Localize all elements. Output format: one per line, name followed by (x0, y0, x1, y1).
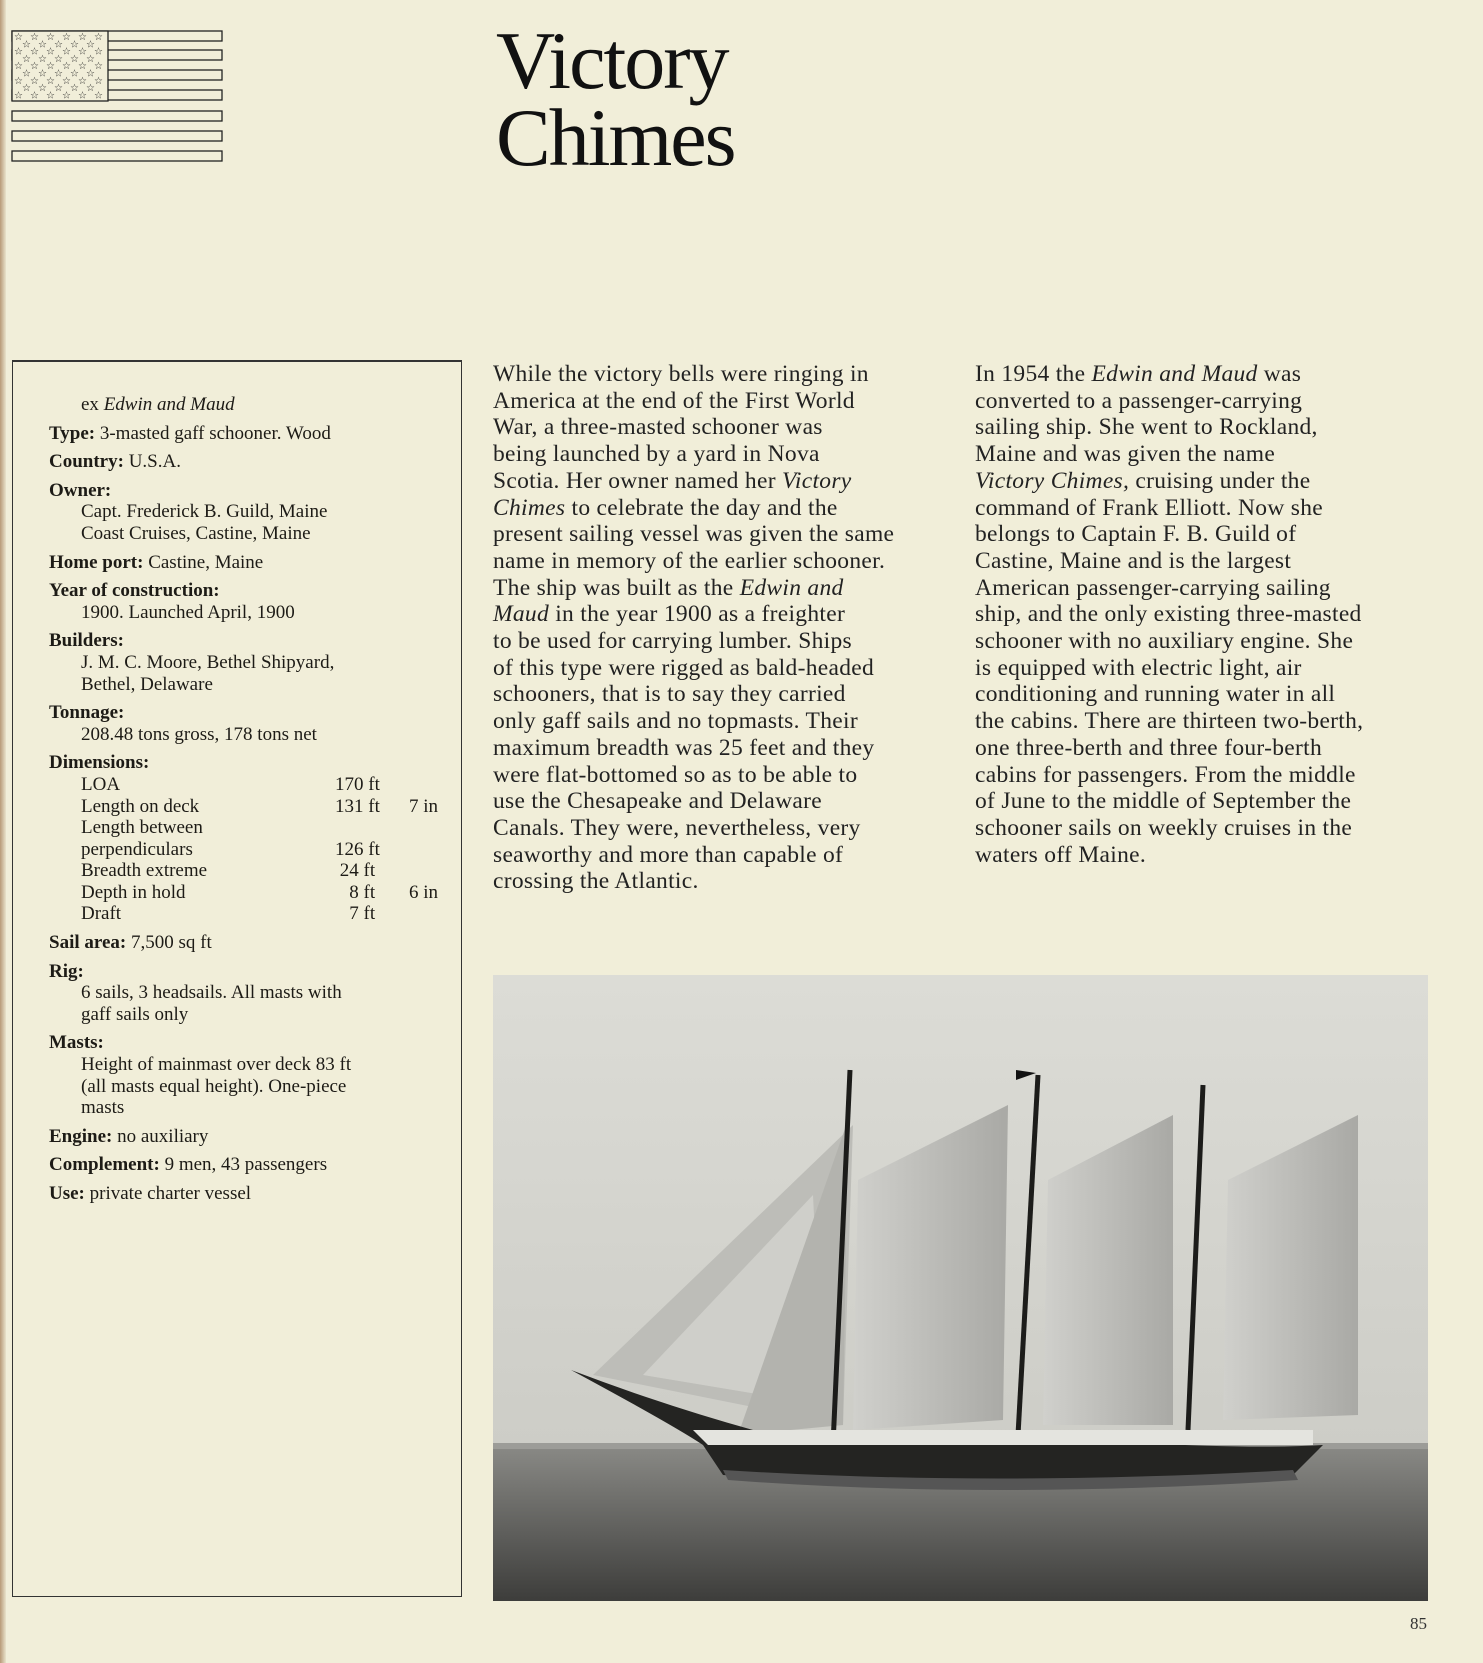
star-icon: ☆ (38, 53, 47, 65)
star-icon: ☆ (54, 53, 63, 65)
book-spine-edge (0, 0, 6, 1663)
text-line: one three-berth and three four-berth (975, 734, 1322, 761)
text-line: the cabins. There are thirteen two-berth, (975, 708, 1364, 735)
star-icon: ☆ (94, 46, 103, 58)
star-icon: ☆ (86, 68, 95, 80)
star-icon: ☆ (30, 46, 39, 58)
title-line-1: Victory (496, 15, 728, 106)
dimension-row: LOA 170 ft (81, 773, 380, 795)
text-line: While the victory bells were ringing in (493, 361, 869, 387)
text-line: In 1954 the Edwin and Maud was (975, 361, 1302, 387)
star-icon: ☆ (78, 90, 87, 102)
fact-sail-area: Sail area: 7,500 sq ft (49, 932, 212, 954)
text-line: present sailing vessel was given the same (493, 521, 895, 548)
fact-rig: Rig: 6 sails, 3 headsails. All masts with gaff sails only (49, 960, 342, 1025)
fact-tonnage: Tonnage: 208.48 tons gross, 178 tons net (49, 702, 317, 745)
text-line: schooner with no auxiliary engine. She (975, 628, 1354, 655)
dimension-row: Length between (81, 817, 203, 839)
text-line: only gaff sails and no topmasts. Their (493, 708, 858, 735)
text-line: name in memory of the earlier schooner. (493, 547, 886, 574)
fact-use: Use: private charter vessel (49, 1183, 252, 1204)
star-icon: ☆ (46, 90, 55, 102)
body-text-column-1 (493, 361, 894, 895)
fact-year: Year of construction: 1900. Launched April, 1900 (49, 580, 295, 623)
dimension-row: Length on deck 131 ft 7 in (81, 795, 439, 817)
fact-masts: Masts: Height of mainmast over deck 83 ft (all masts equal height). One-piece masts (49, 1032, 352, 1119)
fact-home-port: Home port: Castine, Maine (49, 551, 264, 573)
text-line: sailing ship. She went to Rockland, (975, 414, 1318, 441)
star-icon: ☆ (54, 83, 63, 95)
text-line: being launched by a yard in Nova (493, 441, 820, 468)
dimension-row: Draft 7 ft (81, 903, 376, 925)
star-icon: ☆ (14, 46, 23, 58)
text-line: schooner sails on weekly cruises in the (975, 814, 1353, 841)
text-line: Maine and was given the name (975, 441, 1276, 468)
title-line-2: Chimes (496, 92, 735, 183)
fact-builders: Builders: J. M. C. Moore, Bethel Shipyard, Bethel, Delaware (49, 630, 335, 695)
star-icon: ☆ (14, 75, 23, 87)
star-icon: ☆ (86, 53, 95, 65)
star-icon: ☆ (94, 90, 103, 102)
text-line: is equipped with electric light, air (975, 654, 1302, 681)
text-line: War, a three-masted schooner was (493, 414, 823, 441)
star-icon: ☆ (94, 61, 103, 73)
star-icon: ☆ (62, 90, 71, 102)
page-title (496, 15, 735, 183)
text-line: schooners, that is to say they carried (493, 681, 846, 708)
dimension-row: Depth in hold 8 ft 6 in (81, 881, 439, 903)
star-icon: ☆ (22, 39, 31, 51)
text-line: seaworthy and more than capable of (493, 841, 844, 868)
star-icon: ☆ (94, 32, 103, 43)
star-icon: ☆ (30, 90, 39, 102)
text-line: America at the end of the First World (493, 387, 855, 414)
us-flag-icon (11, 30, 224, 164)
star-icon: ☆ (70, 68, 79, 80)
star-icon: ☆ (54, 68, 63, 80)
fact-engine: Engine: no auxiliary (49, 1125, 209, 1147)
text-line: Victory Chimes, cruising under the (975, 467, 1311, 494)
star-icon: ☆ (30, 75, 39, 87)
text-line: ship, and the only existing three-masted (975, 601, 1362, 628)
text-line: maximum breadth was 25 feet and they (493, 734, 875, 761)
star-icon: ☆ (38, 68, 47, 80)
text-line: to be used for carrying lumber. Ships (493, 628, 852, 655)
star-icon: ☆ (14, 32, 23, 43)
star-icon: ☆ (94, 75, 103, 87)
star-icon: ☆ (38, 83, 47, 95)
star-icon: ☆ (86, 83, 95, 95)
star-icon: ☆ (70, 39, 79, 51)
star-icon: ☆ (38, 39, 47, 51)
fact-complement: Complement: 9 men, 43 passengers (49, 1154, 328, 1176)
star-icon: ☆ (22, 83, 31, 95)
text-line: of June to the middle of September the (975, 788, 1352, 815)
text-line: waters off Maine. (975, 841, 1147, 868)
star-icon: ☆ (54, 39, 63, 51)
text-line: command of Frank Elliott. Now she (975, 494, 1323, 521)
text-line: crossing the Atlantic. (493, 868, 699, 895)
star-icon: ☆ (22, 68, 31, 80)
text-line: converted to a passenger-carrying (975, 387, 1303, 414)
text-line: use the Chesapeake and Delaware (493, 788, 823, 815)
fact-type: Type: 3-masted gaff schooner. Wood (49, 422, 331, 444)
text-line: The ship was built as the Edwin and (493, 574, 844, 601)
ship-fact-box (12, 360, 462, 1597)
star-icon: ☆ (78, 61, 87, 73)
star-icon: ☆ (46, 32, 55, 43)
star-icon: ☆ (62, 61, 71, 73)
dimension-row: perpendiculars 126 ft (81, 838, 380, 860)
star-icon: ☆ (62, 46, 71, 58)
star-icon: ☆ (70, 53, 79, 65)
star-icon: ☆ (78, 75, 87, 87)
star-icon: ☆ (46, 75, 55, 87)
page-number: 85 (1410, 1614, 1427, 1633)
star-icon: ☆ (14, 90, 23, 102)
text-line: Chimes to celebrate the day and the (493, 494, 838, 521)
fact-dimensions: Dimensions: LOA 170 ft Length on deck 131 ft 7 in Length between perpendiculars 126 ft Breadth extreme 24 ft Depth in hold 8 ft 6 in Draft 7 ft (13, 752, 461, 925)
star-icon: ☆ (14, 61, 23, 73)
star-icon: ☆ (70, 83, 79, 95)
text-line: Scotia. Her owner named her Victory (493, 467, 852, 494)
star-icon: ☆ (46, 46, 55, 58)
star-icon: ☆ (22, 53, 31, 65)
text-line: Canals. They were, nevertheless, very (493, 814, 861, 841)
star-icon: ☆ (62, 75, 71, 87)
star-icon: ☆ (30, 32, 39, 43)
star-icon: ☆ (78, 46, 87, 58)
text-line: Castine, Maine and is the largest (975, 547, 1292, 574)
fact-country: Country: U.S.A. (49, 451, 181, 473)
former-name: ex Edwin and Maud (81, 394, 235, 415)
star-icon: ☆ (78, 32, 87, 43)
text-line: Maud in the year 1900 as a freighter (493, 601, 846, 628)
text-line: belongs to Captain F. B. Guild of (975, 521, 1297, 548)
star-icon: ☆ (46, 61, 55, 73)
star-icon: ☆ (86, 39, 95, 51)
text-line: of this type were rigged as bald-headed (493, 654, 875, 681)
fact-owner: Owner: Capt. Frederick B. Guild, Maine Coast Cruises, Castine, Maine (49, 479, 328, 544)
text-line: cabins for passengers. From the middle (975, 761, 1356, 788)
schooner-photograph (493, 975, 1428, 1601)
star-icon: ☆ (62, 32, 71, 43)
body-text-column-2 (975, 361, 1363, 868)
text-line: were flat-bottomed so as to be able to (493, 761, 858, 788)
star-icon: ☆ (30, 61, 39, 73)
text-line: conditioning and running water in all (975, 681, 1336, 708)
text-line: American passenger-carrying sailing (975, 574, 1331, 601)
dimension-row: Breadth extreme 24 ft (81, 860, 376, 882)
